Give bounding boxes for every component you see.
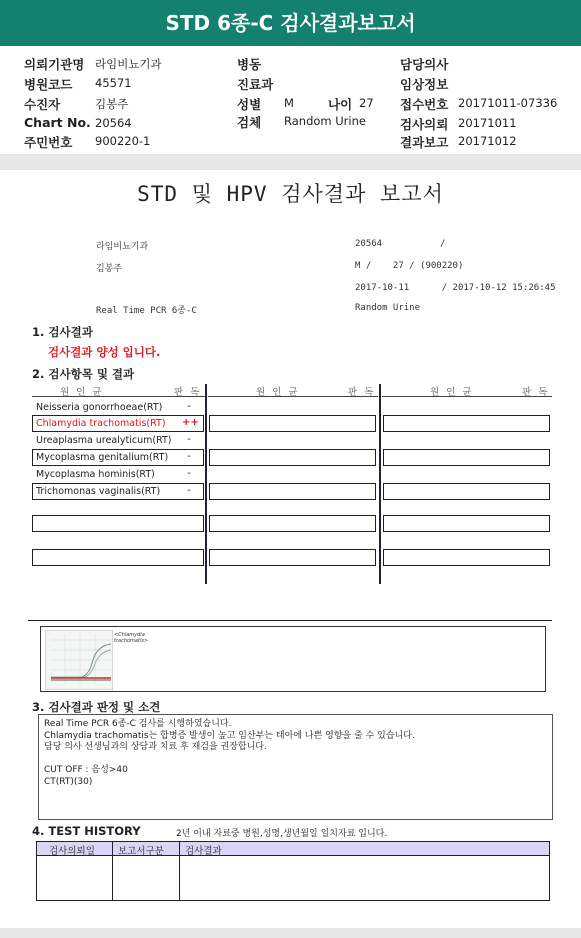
report-title: STD 및 HPV 검사결과 보고서 (137, 182, 444, 206)
opinion-box (38, 714, 553, 820)
accession-value: 20171011-07336 (458, 96, 558, 110)
empty-row-box (209, 549, 376, 566)
section2-title: 2. 검사항목 및 결과 (32, 367, 135, 381)
opinion-line: Chlamydia trachomatis는 합병증 발생이 높고 임산부는 태아에 나쁜 영향을 줄 수 있습니다. (44, 730, 415, 741)
col-header-3 (382, 384, 552, 397)
empty-row-box (383, 483, 550, 500)
empty-row-box (383, 415, 550, 432)
report-inst: 라임비뇨기과 (96, 242, 149, 252)
col-judge-label: 판 독 (522, 387, 550, 398)
section-divider (28, 620, 552, 621)
history-divider (179, 842, 180, 900)
clinical-label: 임상정보 (400, 77, 449, 92)
empty-row-box (32, 549, 204, 566)
header-info (0, 52, 581, 154)
empty-row-box (383, 549, 550, 566)
footer-band (0, 928, 581, 938)
report-name: 김봉주 (96, 264, 123, 274)
item-result: - (187, 468, 191, 479)
sex-label: 성별 (237, 97, 262, 112)
report-label: 결과보고 (400, 135, 449, 150)
history-divider (112, 842, 113, 900)
empty-row-box (209, 415, 376, 432)
history-table (36, 841, 550, 901)
opinion-line: 담당 의사 선생님과의 상담과 치료 후 재검을 권장합니다. (44, 742, 267, 752)
report-chart: 20564 (355, 239, 383, 249)
request-value: 20171011 (458, 116, 517, 130)
item-result: - (187, 401, 191, 412)
report-value: 20171012 (458, 134, 517, 148)
amplification-curve-image (45, 630, 113, 690)
history-header (37, 842, 549, 856)
report-dates: 2017-10-11 / 2017-10-12 15:26:45 (355, 283, 556, 293)
item-name: Ureaplasma urealyticum(RT) (36, 435, 172, 446)
code-label: 병원코드 (24, 77, 73, 92)
doctor-label: 담당의사 (400, 57, 449, 72)
opinion-line: CUT OFF : 음성>40 (44, 765, 128, 775)
specimen-label: 검체 (237, 115, 262, 130)
col-header-2 (208, 384, 378, 397)
empty-row-box (383, 449, 550, 466)
accession-label: 접수번호 (400, 97, 449, 112)
column-divider (205, 384, 207, 584)
item-name: Trichomonas vaginalis(RT) (36, 486, 161, 497)
history-note: 2년 이내 자료중 병원,성명,생년월일 일치자료 입니다. (176, 829, 388, 839)
dept-label: 진료과 (237, 77, 274, 92)
report-specimen: Random Urine (355, 303, 421, 313)
col-judge-label: 판 독 (174, 387, 202, 398)
rrn-value: 900220-1 (95, 134, 151, 148)
inst-value: 라임비뇨기과 (95, 57, 162, 71)
col-path-label: 원 인 균 (430, 387, 474, 398)
chart-value: 20564 (95, 116, 132, 130)
ward-label: 병동 (237, 57, 262, 72)
report-slash: / (440, 239, 446, 249)
report-sexage: M / 27 / (900220) (355, 261, 464, 271)
item-name: Mycoplasma hominis(RT) (36, 469, 155, 480)
opinion-line: Real Time PCR 6종-C 검사를 시행하였습니다. (44, 719, 232, 729)
history-col-result: 검사결과 (185, 846, 222, 857)
item-name: Neisseria gonorrhoeae(RT) (36, 402, 163, 413)
positive-summary: 검사결과 양성 입니다. (48, 345, 161, 359)
item-name: Mycoplasma genitalium(RT) (36, 452, 169, 463)
code-value: 45571 (95, 76, 132, 90)
col-path-label: 원 인 균 (256, 387, 300, 398)
history-col-type: 보고서구분 (118, 846, 164, 857)
section1-title: 1. 검사결과 (32, 325, 93, 339)
empty-row-box (209, 515, 376, 532)
item-result: - (187, 485, 191, 496)
sex-value: M (284, 96, 294, 110)
section3-title: 3. 검사결과 판정 및 소견 (32, 700, 161, 714)
patient-value: 김봉주 (95, 97, 129, 111)
empty-row-box (32, 515, 204, 532)
chart-legend: <Chlamydia trachomatis> (114, 632, 149, 644)
amplification-chart-box (40, 626, 546, 692)
empty-row-box (209, 483, 376, 500)
history-col-date: 검사의뢰일 (49, 846, 95, 857)
empty-row-box (209, 449, 376, 466)
column-divider (379, 384, 381, 584)
age-value: 27 (359, 96, 374, 110)
item-result: - (187, 434, 191, 445)
col-header-1 (32, 384, 205, 397)
col-path-label: 원 인 균 (60, 387, 104, 398)
item-result: - (187, 451, 191, 462)
separator-band (0, 154, 581, 170)
opinion-blank (44, 754, 547, 766)
specimen-value: Random Urine (284, 114, 366, 128)
report-banner: STD 6종-C 검사결과보고서 (0, 0, 581, 46)
section4-title: 4. TEST HISTORY (32, 824, 141, 838)
item-name: Chlamydia trachomatis(RT) (36, 418, 166, 429)
inst-label: 의뢰기관명 (24, 57, 85, 72)
rrn-label: 주민번호 (24, 135, 73, 150)
col-judge-label: 판 독 (348, 387, 376, 398)
request-label: 검사의뢰 (400, 117, 449, 132)
empty-row-box (383, 515, 550, 532)
report-test: Real Time PCR 6종-C (96, 306, 197, 316)
patient-label: 수진자 (24, 97, 61, 112)
age-label: 나이 (328, 97, 353, 112)
item-result: ++ (182, 417, 199, 428)
chart-label: Chart No. (24, 115, 91, 130)
opinion-line: CT(RT)(30) (44, 776, 93, 787)
